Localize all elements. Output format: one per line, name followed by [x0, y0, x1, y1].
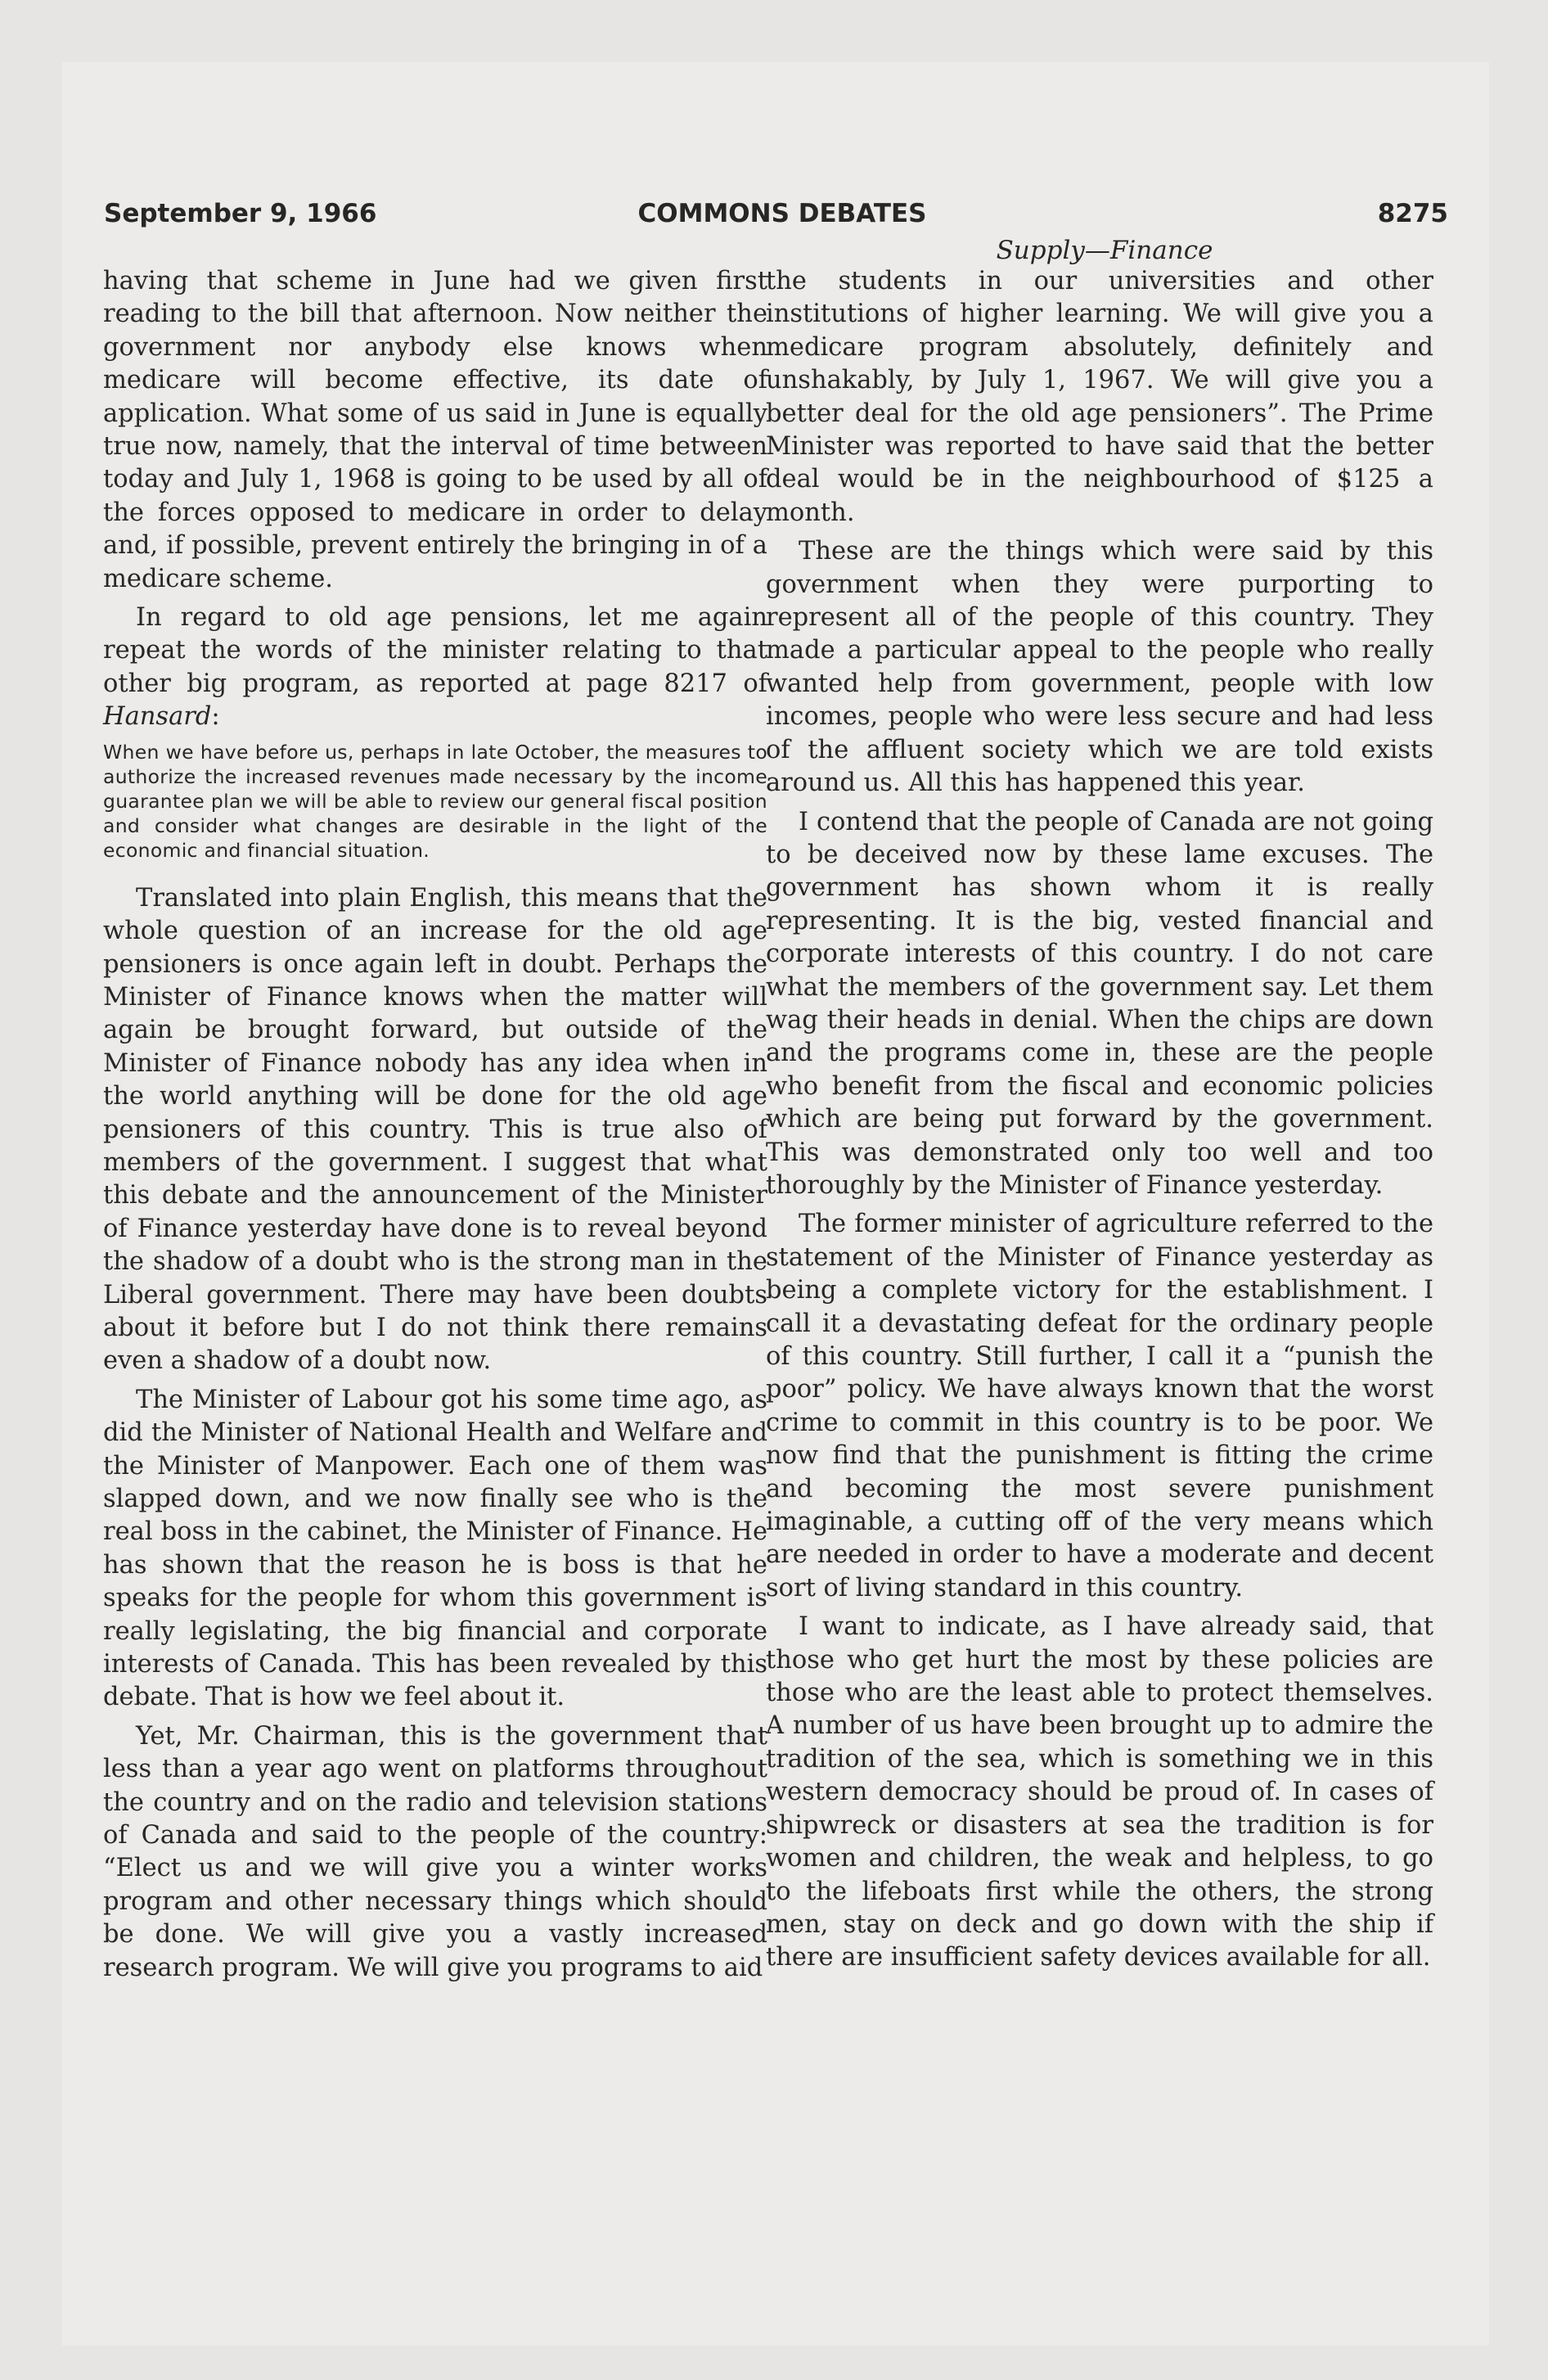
section-label: Supply—Finance — [996, 236, 1213, 265]
paragraph: having that scheme in June had we given first reading to the bill that afternoon. Now neither the government nor anybody else knows when medicare will become effective, its date of application. What some of us said in June is equally true now, namely, that the interval of time between today and July 1, 1968 is going to be used by all of the forces opposed to medicare in order to delay and, if possible, prevent entirely the bringing in of a medicare scheme. — [103, 267, 767, 593]
paragraph: I contend that the people of Canada are not going to be deceived now by these lame excuses. The government has shown whom it is really representing. It is the big, vested financial and corporate interests of this country. I do not care what the members of the government say. Let them wag their heads in denial. When the chips are down and the programs come in, these are the people who benefit from the fiscal and economic policies which are being put forward by the government. This was demonstrated only too well and too thoroughly by the Minister of Finance yesterday. — [766, 807, 1433, 1200]
document-page — [62, 62, 1489, 2346]
paragraph — [103, 602, 767, 734]
header-date: September 9, 1966 — [104, 199, 377, 228]
paragraph: The Minister of Labour got his some time ago, as did the Minister of National Health and Welfare and the Minister of Manpower. Each one of them was slapped down, and we now finally see who is the real boss in the cabinet, the Minister of Finance. He has shown that the reason he is boss is that he speaks for the people for whom this government is really legislating, the big financial and corporate interests of Canada. This has been revealed by this debate. That is how we feel about it. — [103, 1385, 767, 1712]
paragraph: I want to indicate, as I have already said, that those who get hurt the most by these policies are those who are the least able to protect themselves. A number of us have been brought up to admire the tradition of the sea, which is something we in this western democracy should be proud of. In cases of shipwreck or disasters at sea the tradition is for women and children, the weak and helpless, to go to the lifeboats first while the others, the strong men, stay on deck and go down with the ship if there are insufficient safety devices available for all. — [766, 1612, 1433, 1972]
left-column — [103, 265, 767, 1990]
paragraph: These are the things which were said by this government when they were purporting to represent all of the people of this country. They made a particular appeal to the people who really wanted help from government, people with low incomes, people who were less secure and had less of the affluent society which we are told exists around us. All this has happened this year. — [766, 537, 1433, 798]
hansard-reference: Hansard — [103, 702, 212, 732]
right-column — [766, 265, 1433, 1981]
paragraph: the students in our universities and other institutions of higher learning. We will give you a medicare program absolutely, definitely and unshakably, by July 1, 1967. We will give you a better deal for the old age pensioners”. The Prime Minister was reported to have said that the better deal would be in the neighbourhood of $125 a month. — [766, 267, 1433, 527]
paragraph: The former minister of agriculture referred to the statement of the Minister of Finance yesterday as being a complete victory for the establishment. I call it a devastating defeat for the ordinary people of this country. Still further, I call it a “punish the poor” policy. We have always known that the worst crime to commit in this country is to be poor. We now find that the punishment is fitting the crime and becoming the most severe punishment imaginable, a cutting off of the very means which are needed in order to have a moderate and decent sort of living standard in this country. — [766, 1210, 1433, 1602]
paragraph: Yet, Mr. Chairman, this is the government that less than a year ago went on platforms throughout the country and on the radio and television stations of Canada and said to the people of the country: “Elect us and we will give you a winter works program and other necessary things which should be done. We will give you a vastly increased research program. We will give you programs to aid — [103, 1721, 767, 1982]
header-page-number: 8275 — [1377, 199, 1448, 228]
block-quote: When we have before us, perhaps in late October, the measures to authorize the increased revenues made necessary by the income guarantee plan we will be able to review our general fiscal position and consider what changes are desirable in the light of the economic and financial situation. — [103, 740, 767, 862]
paragraph-text: In regard to old age pensions, let me again repeat the words of the minister relating to that other big program, as reported at page 8217 of — [103, 603, 767, 698]
paragraph-punctuation: : — [211, 702, 220, 732]
paragraph: Translated into plain English, this means that the whole question of an increase for the old age pensioners is once again left in doubt. Perhaps the Minister of Finance knows when the matter will again be brought forward, but outside of the Minister of Finance nobody has any idea when in the world anything will be done for the old age pensioners of this country. This is true also of members of the government. I suggest that what this debate and the announcement of the Minister of Finance yesterday have done is to reveal beyond the shadow of a doubt who is the strong man in the Liberal government. There may have been doubts about it before but I do not think there remains even a shadow of a doubt now. — [103, 883, 767, 1376]
header-title: COMMONS DEBATES — [637, 199, 927, 228]
